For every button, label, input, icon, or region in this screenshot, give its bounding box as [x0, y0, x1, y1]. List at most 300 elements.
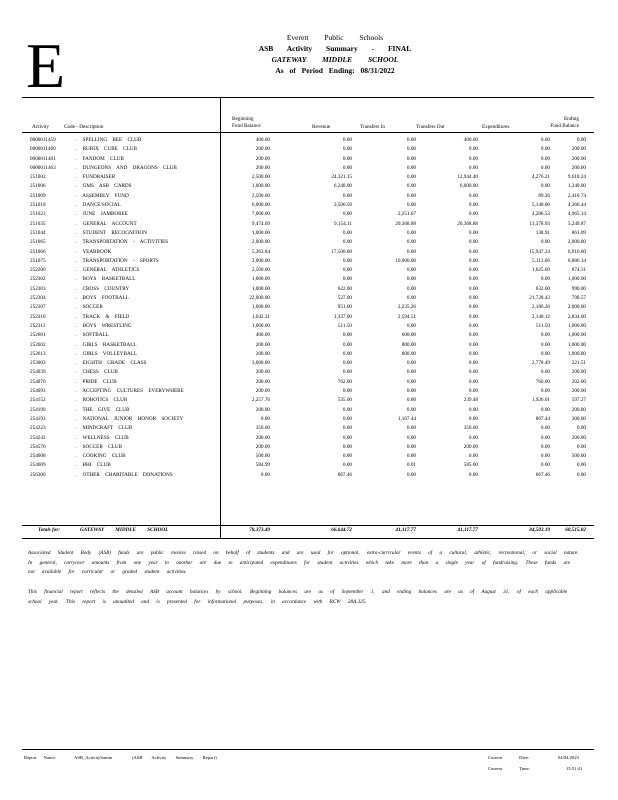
activity-description: . DANCE/SOCIAL	[76, 202, 121, 209]
activity-code: 252601	[30, 332, 46, 339]
expenditures-value: 4,276.21	[531, 174, 550, 181]
table-row	[30, 452, 586, 461]
table-row	[30, 368, 586, 377]
activity-description: . OTHER CHARITABLE DONATIONS	[76, 471, 173, 478]
ending-balance: 2,410.74	[567, 192, 586, 199]
expenditures-value: 0.00	[540, 369, 550, 376]
activity-code: 254609	[30, 462, 46, 469]
table-row	[30, 164, 586, 173]
ending-balance: 0.00	[576, 137, 586, 143]
table-row	[30, 396, 586, 405]
ending-balance: 1,240.00	[567, 183, 586, 190]
revenue-value: 0.00	[342, 462, 352, 469]
revenue-value: 0.00	[342, 239, 352, 246]
table-row	[30, 201, 586, 210]
beginning-balance: 500.00	[255, 453, 270, 460]
expenditures-value: 0.00	[540, 443, 550, 450]
activity-description: . ROBOTICS CLUB	[76, 397, 128, 404]
beginning-balance: 400.00	[255, 137, 270, 143]
ending-balance: 300.00	[571, 415, 586, 422]
activity-description: . CROSS COUNTRY	[76, 285, 130, 292]
expenditures-value: 867.44	[535, 415, 550, 422]
totals-bottom-rule	[22, 538, 594, 539]
table-row	[30, 275, 586, 284]
expenditures-value: 5,113.66	[532, 257, 550, 264]
expenditures-value: 13,378.93	[529, 220, 550, 227]
table-row	[30, 387, 586, 396]
activity-code: 251009	[30, 192, 46, 199]
transfers-in-value: 800.00	[401, 341, 416, 348]
expenditures-value: 0.00	[540, 332, 550, 339]
beginning-balance: 2,500.00	[251, 174, 270, 181]
activity-code: 251035	[30, 220, 46, 227]
ending-balance: 2,000.00	[567, 239, 586, 246]
beginning-balance: 2,000.00	[251, 257, 270, 264]
transfers-in-value: 0.00	[406, 453, 416, 460]
activity-code: 252613	[30, 350, 46, 357]
beginning-balance: 200.00	[255, 146, 270, 153]
expenditures-value: 1,926.01	[531, 397, 550, 404]
activity-description: . TRACK & FIELD	[76, 313, 130, 320]
transfers-in-value: 0.00	[406, 174, 416, 181]
transfers-in-value: 0.00	[406, 369, 416, 376]
col-transfers-out: Transfers Out	[416, 124, 445, 130]
transfers-in-value: 0.00	[406, 239, 416, 246]
activity-description: . COOKING CLUB	[76, 453, 126, 460]
col-code-description: Code - Description	[64, 124, 104, 130]
ending-balance: 874.31	[571, 267, 586, 274]
activity-code: 0000011459	[30, 137, 56, 143]
activity-code: 251022	[30, 211, 46, 218]
transfers-out-value: 200.00	[463, 443, 478, 450]
activity-code: 252602	[30, 341, 46, 348]
beginning-balance: 200.00	[255, 378, 270, 385]
table-row	[30, 415, 586, 424]
beginning-balance: 200.00	[255, 388, 270, 395]
report-title: ASB Activity Summary - FINAL	[258, 44, 412, 53]
expenditures-value: 21,728.43	[529, 295, 550, 302]
transfers-out-value: 0.00	[468, 388, 478, 395]
col-expenditures: Expenditures	[482, 124, 510, 130]
transfers-out-value: 0.00	[468, 248, 478, 255]
activity-description: . SOCCER CLUB	[76, 443, 122, 450]
transfers-out-value: 0.00	[468, 229, 478, 236]
total-beginning: 78,373.49	[249, 527, 270, 533]
transfers-in-value: 800.00	[401, 350, 416, 357]
revenue-value: 0.00	[342, 434, 352, 441]
ending-balance: 0.00	[576, 471, 586, 478]
revenue-value: 1,337.00	[333, 313, 352, 320]
expenditures-value: 2,140.12	[531, 313, 550, 320]
activity-code: 0000011461	[30, 155, 56, 162]
activity-description: . GIRLS VOLLEYBALL	[76, 350, 138, 357]
activity-code: 254152	[30, 397, 46, 404]
activity-code: 254242	[30, 434, 46, 441]
beginning-balance: 6,000.00	[251, 202, 270, 209]
total-ending: 60,515.02	[565, 527, 586, 533]
revenue-value: 0.00	[342, 415, 352, 422]
footer-time-value: 15:51:41	[566, 766, 583, 771]
expenditures-value: 0.00	[540, 462, 550, 469]
activity-description: . JUNE JAMBOREE	[76, 211, 128, 218]
footer-time-label: Current Time:	[488, 766, 530, 771]
transfers-out-value: 0.00	[468, 406, 478, 413]
transfers-out-value: 0.00	[468, 164, 478, 171]
activity-code: 254570	[30, 443, 46, 450]
expenditures-value: 2,186.26	[531, 304, 550, 311]
revenue-value: 0.00	[342, 332, 352, 339]
revenue-value: 0.00	[342, 360, 352, 367]
beginning-balance: 200.00	[255, 369, 270, 376]
transfers-in-value: 2,235.26	[397, 304, 416, 311]
transfers-out-value: 0.00	[468, 304, 478, 311]
activity-code: 0000011460	[30, 146, 56, 153]
table-row	[30, 378, 586, 387]
table-row	[30, 350, 586, 359]
beginning-balance: 1,000.00	[251, 229, 270, 236]
ending-balance: 200.00	[571, 146, 586, 153]
total-transfers-in: 41,117.77	[395, 527, 416, 533]
ending-balance: 6,916.60	[567, 248, 586, 255]
table-row	[30, 136, 586, 145]
transfers-out-value: 0.00	[468, 378, 478, 385]
ending-balance: 798.57	[571, 295, 586, 302]
activity-description: . BOYS BASKETBALL	[76, 276, 136, 283]
beginning-balance: 400.00	[255, 332, 270, 339]
beginning-balance: 0.00	[260, 471, 270, 478]
ending-balance: 1,000.00	[567, 276, 586, 283]
activity-code: 252302	[30, 276, 46, 283]
report-letter: E	[26, 30, 66, 101]
expenditures-value: 632.00	[535, 285, 550, 292]
activity-description: . GENERAL ATHLETICS	[76, 267, 140, 274]
transfers-out-value: 0.00	[468, 285, 478, 292]
transfers-in-value: 0.00	[406, 295, 416, 302]
ending-balance: 2,834.60	[567, 313, 586, 320]
revenue-value: 0.00	[342, 406, 352, 413]
note-asb-funds: Associated Student Body (ASB) funds are public monies raised on behalf of students and are used for optional, extra-curricular events of a cultural, athletic, recreational, or social nature. In general, carryover amounts from one year to another are due to anticipated expenditures for student activities which take more than a single year of fundraising. These funds are not available for curricular or graded student activities.	[28, 550, 579, 575]
beginning-balance: 3,000.00	[251, 360, 270, 367]
totals-label: Totals for:	[38, 527, 61, 533]
ending-balance: 597.27	[571, 397, 586, 404]
transfers-in-value: 0.00	[406, 443, 416, 450]
ending-balance: 200.00	[571, 164, 586, 171]
expenditures-value: 0.00	[540, 341, 550, 348]
revenue-value: 0.00	[342, 350, 352, 357]
transfers-in-value: 0.00	[406, 267, 416, 274]
table-row	[30, 192, 586, 201]
beginning-balance: 350.00	[255, 425, 270, 432]
table-row	[30, 266, 586, 275]
transfers-in-value: 0.00	[406, 183, 416, 190]
transfers-in-value: 0.00	[406, 378, 416, 385]
transfers-out-value: 400.00	[463, 137, 478, 143]
transfers-in-value: 0.00	[406, 276, 416, 283]
revenue-value: 0.00	[342, 425, 352, 432]
revenue-value: 0.00	[342, 341, 352, 348]
revenue-value: 0.00	[342, 211, 352, 218]
table-row	[30, 257, 586, 266]
activity-description: . BHI CLUB	[76, 462, 111, 469]
transfers-out-value: 0.00	[468, 369, 478, 376]
activity-description: . SOCCER	[76, 304, 103, 311]
expenditures-value: 0.00	[540, 276, 550, 283]
transfers-in-value: 20,368.88	[395, 220, 416, 227]
transfers-in-value: 0.00	[406, 164, 416, 171]
table-row	[30, 471, 586, 480]
ending-balance: 4,366.44	[567, 202, 586, 209]
ending-balance: 6,886.34	[567, 257, 586, 264]
ending-balance: 200.00	[571, 434, 586, 441]
activity-code: 252312	[30, 322, 46, 329]
revenue-value: 0.00	[342, 276, 352, 283]
activity-description: . GENERAL ACCOUNT	[76, 220, 137, 227]
revenue-value: 24,321.15	[331, 174, 352, 181]
expenditures-value: 0.00	[540, 239, 550, 246]
activity-code: 254190	[30, 406, 46, 413]
beginning-balance: 9,474.69	[251, 220, 270, 227]
footer-rule	[22, 749, 594, 750]
beginning-balance: 5,363.84	[251, 248, 270, 255]
revenue-value: 762.00	[337, 378, 352, 385]
transfers-out-value: 0.00	[468, 471, 478, 478]
beginning-balance: 200.00	[255, 434, 270, 441]
beginning-balance: 200.00	[255, 164, 270, 171]
beginning-balance: 200.00	[255, 406, 270, 413]
report-header	[230, 32, 440, 76]
expenditures-value: 0.00	[540, 183, 550, 190]
totals-school: GATEWAY MIDDLE SCHOOL	[80, 527, 169, 533]
ending-balance: 200.00	[571, 369, 586, 376]
table-row	[30, 331, 586, 340]
transfers-out-value: 0.00	[468, 332, 478, 339]
activity-code: 251006	[30, 183, 46, 190]
transfers-out-value: 0.00	[468, 267, 478, 274]
table-row	[30, 229, 586, 238]
revenue-value: 0.00	[342, 137, 352, 143]
ending-balance: 500.00	[571, 453, 586, 460]
activity-description: . BOYS FOOTBALL	[76, 295, 129, 302]
table-row	[30, 303, 586, 312]
beginning-balance: 200.00	[255, 341, 270, 348]
table-row	[30, 322, 586, 331]
transfers-in-value: 10,000.00	[395, 257, 416, 264]
activity-description: . SPELLING BEE CLUB	[76, 137, 142, 143]
ending-balance: 200.00	[571, 155, 586, 162]
revenue-value: 0.00	[342, 257, 352, 264]
transfers-out-value: 0.00	[468, 276, 478, 283]
beginning-balance: 1,042.31	[251, 313, 270, 320]
revenue-value: 622.00	[337, 285, 352, 292]
transfers-out-value: 0.00	[468, 415, 478, 422]
transfers-in-value: 1,167.44	[397, 415, 416, 422]
transfers-in-value: 0.00	[406, 425, 416, 432]
activity-description: . NATIONAL JUNIOR HONOR SOCIETY	[76, 415, 184, 422]
table-row	[30, 145, 586, 154]
footer-date-label: Current Date:	[488, 755, 530, 760]
activity-code: 254039	[30, 369, 46, 376]
expenditures-value: 0.00	[540, 137, 550, 143]
beginning-balance: 2,000.00	[251, 239, 270, 246]
ending-balance: 2,000.00	[567, 304, 586, 311]
transfers-out-value: 20,368.88	[457, 220, 478, 227]
revenue-value: 0.00	[342, 155, 352, 162]
table-row	[30, 285, 586, 294]
transfers-in-value: 0.00	[406, 388, 416, 395]
activity-code: 254193	[30, 415, 46, 422]
beginning-balance: 2,500.00	[251, 267, 270, 274]
expenditures-value: 0.00	[540, 155, 550, 162]
revenue-value: 511.50	[337, 322, 352, 329]
revenue-value: 0.00	[342, 443, 352, 450]
table-row	[30, 359, 586, 368]
transfers-in-value: 2,251.67	[397, 211, 416, 218]
beginning-balance: 0.00	[260, 415, 270, 422]
column-header-rule	[22, 132, 594, 133]
expenditures-value: 0.00	[540, 388, 550, 395]
transfers-out-value: 350.00	[463, 425, 478, 432]
table-row	[30, 424, 586, 433]
col-revenue: Revenue	[312, 124, 331, 130]
activity-description: . FUNDRAISER	[76, 174, 116, 181]
ending-balance: 202.00	[571, 378, 586, 385]
beginning-balance: 1,000.00	[251, 183, 270, 190]
activity-code: 252307	[30, 304, 46, 311]
transfers-out-value: 0.00	[468, 192, 478, 199]
expenditures-value: 0.00	[540, 164, 550, 171]
activity-code: 253003	[30, 360, 46, 367]
revenue-value: 0.00	[342, 453, 352, 460]
beginning-balance: 1,000.00	[251, 322, 270, 329]
activity-description: . PRIDE CLUB	[76, 378, 117, 385]
beginning-balance: 2,500.00	[251, 192, 270, 199]
ending-balance: 1,000.00	[567, 332, 586, 339]
activity-description: . STUDENT RECOGNITION	[76, 229, 147, 236]
expenditures-value: 5,140.06	[531, 202, 550, 209]
transfers-in-value: 0.00	[406, 471, 416, 478]
table-row	[30, 248, 586, 257]
activity-code: 0000011463	[30, 164, 56, 171]
activity-description: . RUBIX CUBE CLUB	[76, 146, 137, 153]
activity-code: 254223	[30, 425, 46, 432]
activity-code: 251065	[30, 239, 46, 246]
col-activity: Activity	[32, 124, 50, 130]
ending-balance: 221.51	[571, 360, 586, 367]
activity-code: 251066	[30, 248, 46, 255]
revenue-value: 0.00	[342, 267, 352, 274]
table-row	[30, 406, 586, 415]
table-row	[30, 443, 586, 452]
transfers-in-value: 600.00	[401, 332, 416, 339]
transfers-in-value: 0.00	[406, 155, 416, 162]
beginning-balance: 2,257.76	[251, 397, 270, 404]
header-top-rule	[22, 97, 594, 98]
beginning-balance: 200.00	[255, 350, 270, 357]
col-ending: Ending Fund Balance	[550, 116, 579, 129]
transfers-out-value: 12,944.40	[457, 174, 478, 181]
transfers-out-value: 0.00	[468, 202, 478, 209]
table-row	[30, 238, 586, 247]
table-row	[30, 294, 586, 303]
footer-date-value: 04/04/2023	[558, 755, 579, 760]
period-ending: As of Period Ending: 08/31/2022	[275, 66, 395, 75]
transfers-out-value: 0.00	[468, 146, 478, 153]
ending-balance: 0.00	[576, 443, 586, 450]
transfers-out-value: 0.00	[468, 453, 478, 460]
expenditures-value: 89.26	[538, 192, 550, 199]
school-name: GATEWAY MIDDLE SCHOOL	[271, 55, 399, 64]
transfers-in-value: 0.00	[406, 406, 416, 413]
ending-balance: 990.00	[571, 285, 586, 292]
transfers-in-value: 2,594.51	[397, 313, 416, 320]
activity-description: . FANDOM CLUB	[76, 155, 124, 162]
transfers-in-value: 0.00	[406, 248, 416, 255]
beginning-balance: 22,000.00	[249, 295, 270, 302]
activity-description: . WELLNESS CLUB	[76, 434, 129, 441]
totals-rule	[22, 525, 594, 526]
expenditures-value: 511.50	[535, 322, 550, 329]
ending-balance: 0.00	[576, 462, 586, 469]
revenue-value: 527.00	[337, 295, 352, 302]
transfers-out-value: 0.00	[468, 239, 478, 246]
total-transfers-out: 41,117.77	[457, 527, 478, 533]
table-row	[30, 434, 586, 443]
activity-code: 251002	[30, 174, 46, 181]
ending-balance: 5,249.87	[567, 220, 586, 227]
ending-balance: 200.00	[571, 388, 586, 395]
transfers-out-value: 6,000.00	[459, 183, 478, 190]
revenue-value: 3,506.50	[333, 202, 352, 209]
activity-description: . SOFTBALL	[76, 332, 109, 339]
activity-code: 254093	[30, 388, 46, 395]
activity-code: 254070	[30, 378, 46, 385]
transfers-out-value: 0.00	[468, 322, 478, 329]
activity-code: 251018	[30, 202, 46, 209]
expenditures-value: 760.00	[535, 378, 550, 385]
revenue-value: 6,240.00	[333, 183, 352, 190]
activity-description: . TRANSPORTATION - SPORTS	[76, 257, 159, 264]
col-beginning: Beginning Fund Balance	[232, 116, 261, 129]
activity-description: . BOYS WRESTLING	[76, 322, 132, 329]
expenditures-value: 0.00	[540, 350, 550, 357]
expenditures-value: 138.91	[535, 229, 550, 236]
transfers-in-value: 0.01	[406, 462, 416, 469]
transfers-out-value: 0.00	[468, 155, 478, 162]
expenditures-value: 0.00	[540, 434, 550, 441]
revenue-value: 0.00	[342, 192, 352, 199]
activity-description: . THE GIVE CLUB	[76, 406, 130, 413]
expenditures-value: 1,625.69	[531, 267, 550, 274]
table-row	[30, 155, 586, 164]
activity-description: . ASSEMBLY FUND	[76, 192, 129, 199]
transfers-out-value: 0.00	[468, 313, 478, 320]
ending-balance: 1,000.00	[567, 322, 586, 329]
activity-description: . GIRLS BASKETBALL	[76, 341, 137, 348]
transfers-out-value: 0.00	[468, 295, 478, 302]
transfers-in-value: 0.00	[406, 434, 416, 441]
beginning-balance: 200.00	[255, 155, 270, 162]
revenue-value: 0.00	[342, 146, 352, 153]
activity-code: 251075	[30, 257, 46, 264]
ending-balance: 861.09	[571, 229, 586, 236]
activity-description: . YEARBOOK	[76, 248, 112, 255]
district-name: Everett Public Schools	[286, 33, 384, 42]
total-revenue: 66,644.72	[331, 527, 352, 533]
table-row	[30, 461, 586, 470]
revenue-value: 0.00	[342, 388, 352, 395]
activity-description: . CHESS CLUB	[76, 369, 118, 376]
revenue-value: 0.00	[342, 164, 352, 171]
